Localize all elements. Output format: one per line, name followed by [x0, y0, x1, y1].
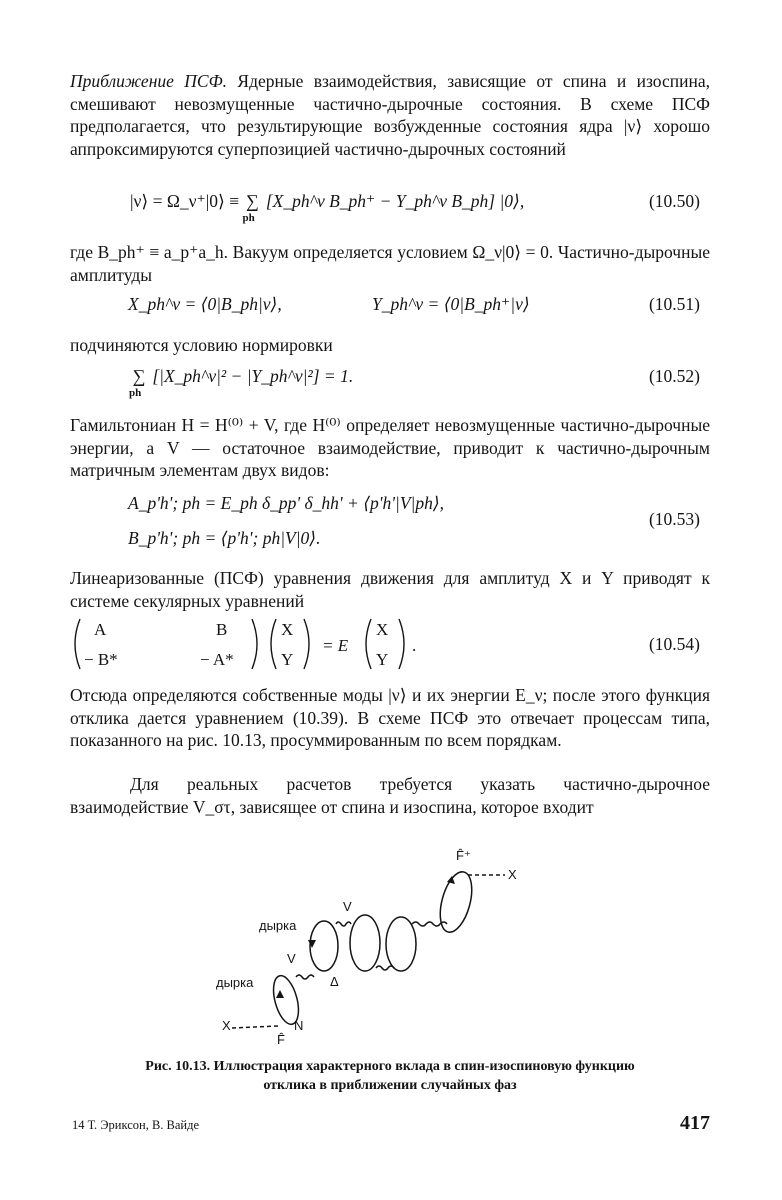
- bubble-1: [310, 921, 338, 971]
- label-x-top: X: [508, 867, 517, 882]
- sum-index: ph: [129, 387, 142, 399]
- paragraph-body: Ядерные взаимодействия, зависящие от спина и изоспина, смешивают невозмущенные частично-дырочные состояния. В схеме ПСФ предполагается, что результирующие возбужденные состояния ядра |ν⟩ хорошо аппроксимируются суперпозицией частично-дырочных состояний: [70, 71, 710, 159]
- paragraph-lead: Приближение ПСФ.: [70, 71, 228, 91]
- right-paren: [304, 619, 309, 669]
- label-v-mid: V: [287, 951, 296, 966]
- figure-caption: [70, 1057, 710, 1095]
- vector-x-rhs: X: [376, 620, 389, 639]
- eq-body: [|X_ph^ν|² − |Y_ph^ν|²] = 1.: [152, 366, 354, 386]
- equation-number: (10.54): [648, 634, 700, 654]
- equation-10-50: [130, 190, 525, 224]
- label-f-plus: F̂⁺: [456, 848, 471, 863]
- paragraph-eigenmodes: Отсюда определяются собственные моды |ν⟩ и их энергии E_ν; после этого функция отклика дается уравнением (10.39). В схеме ПСФ это отвечает процессам типа, показанного на рис. 10.13, просуммированным по всем порядкам.: [70, 685, 710, 750]
- left-paren: [271, 619, 276, 669]
- label-v-top: V: [343, 899, 352, 914]
- bubble-2: [350, 915, 380, 971]
- right-paren: [252, 619, 257, 669]
- equation-number: (10.50): [648, 191, 700, 211]
- matrix-a22: − A*: [200, 650, 234, 669]
- eq-rhs: [X_ph^ν B_ph⁺ − Y_ph^ν B_ph] |0⟩,: [265, 191, 525, 211]
- matrix-a12: B: [216, 620, 228, 639]
- matrix-a21: − B*: [84, 650, 118, 669]
- equation-number: (10.52): [648, 366, 700, 386]
- left-paren: [366, 619, 371, 669]
- vector-y: Y: [281, 650, 294, 669]
- sum-index: ph: [242, 212, 255, 224]
- paragraph-vacuum: где B_ph⁺ ≡ a_p⁺a_h. Вакуум определяется условием Ω_ν|0⟩ = 0. Частично-дырочные амплитуды: [70, 242, 710, 285]
- sum-symbol: ∑ ph: [243, 190, 261, 212]
- arrow-icon: [276, 990, 284, 998]
- right-paren: [399, 619, 404, 669]
- paragraph-hamiltonian: Гамильтониан H = H⁽⁰⁾ + V, где H⁽⁰⁾ определяет невозмущенные частично-дырочные энергии, а V — остаточное взаимодействие, приводит к частично-дырочным матричным элементам двух видов:: [70, 415, 710, 480]
- matrix-a11: A: [94, 620, 107, 639]
- external-line-bottom: [232, 1026, 278, 1028]
- equation-10-51-right: Y_ph^ν = ⟨0|B_ph⁺|ν⟩: [372, 294, 530, 314]
- paragraph-rpa-intro: [70, 70, 710, 160]
- label-delta: Δ: [330, 974, 339, 989]
- vector-x: X: [281, 620, 294, 639]
- paragraph-real-calc: Для реальных расчетов требуется указать частично-дырочное взаимодействие V_στ, зависящее от спина и изоспина, которое входит: [70, 774, 710, 817]
- eq-energy: = E: [322, 636, 349, 655]
- paragraph-normalization: подчиняются условию нормировки: [70, 335, 333, 355]
- label-x-bottom: X: [222, 1018, 231, 1033]
- equation-10-53-line2: B_p'h'; ph = ⟨p'h'; ph|V|0⟩.: [128, 528, 321, 548]
- interaction-line: [376, 966, 394, 970]
- caption-line-1: Рис. 10.13. Иллюстрация характерного вклада в спин-изоспиновую функцию: [145, 1059, 635, 1074]
- paragraph-secular: Линеаризованные (ПСФ) уравнения движения для амплитуд X и Y приводят к системе секулярных уравнений: [70, 568, 710, 611]
- equation-10-51-left: X_ph^ν = ⟨0|B_ph|ν⟩,: [128, 294, 282, 314]
- left-paren: [75, 619, 80, 669]
- interaction-line: [296, 975, 314, 979]
- bubble-top: [434, 868, 477, 935]
- footer-signature: 14 Т. Эриксон, В. Вайде: [72, 1118, 200, 1132]
- caption-line-2: отклика в приближении случайных фаз: [263, 1078, 517, 1093]
- equation-10-52: [129, 365, 354, 399]
- equation-10-53-line1: A_p'h'; ph = E_ph δ_pp' δ_hh' + ⟨p'h'|V|ph⟩,: [128, 493, 445, 513]
- eq-period: .: [412, 636, 417, 655]
- equation-number: (10.51): [648, 294, 700, 314]
- eq-lhs: |ν⟩ = Ω_ν⁺|0⟩ ≡: [130, 191, 244, 211]
- equation-10-54: [70, 615, 490, 673]
- page-number: 417: [680, 1112, 710, 1134]
- interaction-line: [336, 922, 351, 926]
- label-hole-upper: дырка: [259, 918, 297, 933]
- label-hole-lower: дырка: [216, 975, 254, 990]
- arrow-icon: [308, 940, 316, 948]
- equation-number: (10.53): [648, 509, 700, 529]
- vector-y-rhs: Y: [376, 650, 389, 669]
- label-f: F̂: [277, 1032, 285, 1047]
- bubble-3: [386, 917, 416, 971]
- feynman-diagram: [200, 840, 540, 1050]
- label-n: N: [294, 1018, 304, 1033]
- sum-symbol: ∑ ph: [130, 365, 148, 387]
